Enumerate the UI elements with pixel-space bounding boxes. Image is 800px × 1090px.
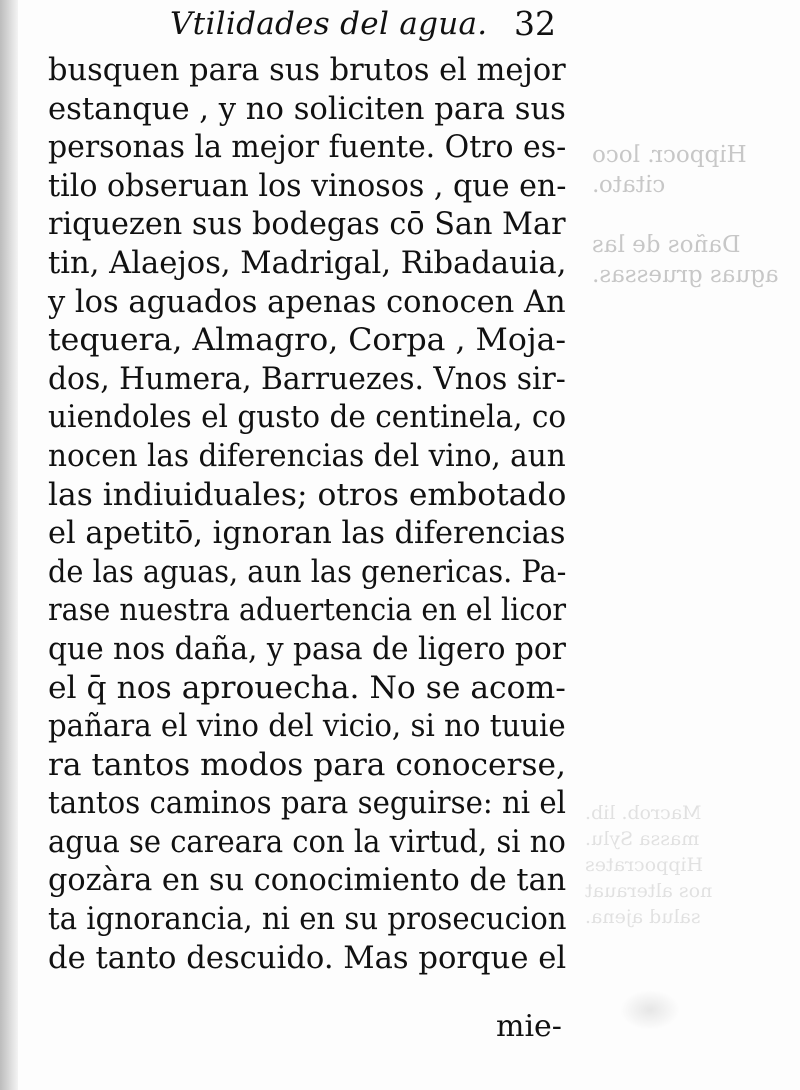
show-through-note: massa Sylu. bbox=[585, 828, 700, 850]
show-through-note: salud ajena. bbox=[585, 906, 701, 928]
text-line: ra tantos modos para conocerse, bbox=[48, 747, 566, 783]
text-line: tin, Alaejos, Madrigal, Ribadauia, bbox=[48, 245, 567, 281]
body-text bbox=[48, 52, 573, 978]
show-through-note: nos alterauat bbox=[585, 880, 713, 902]
text-line: agua se careara con la virtud, si no bbox=[48, 824, 566, 860]
text-line: ta ignorancia, ni en su prosecucion bbox=[48, 902, 567, 938]
text-line: tequera, Almagro, Corpa , Moja- bbox=[48, 323, 567, 359]
text-line: pañara el vino del vicio, si no tuuie bbox=[48, 709, 566, 745]
text-line: personas la mejor fuente. Otro es- bbox=[48, 130, 567, 166]
page-header bbox=[170, 6, 570, 46]
show-through-note: aguas gruessas. bbox=[592, 262, 779, 288]
text-line: las indiuiduales; otros embotado bbox=[48, 477, 567, 513]
text-line: dos, Humera, Barruezes. Vnos sir- bbox=[48, 361, 566, 397]
page-number: 32 bbox=[514, 4, 556, 43]
show-through-note: citato. bbox=[592, 172, 666, 198]
note-spacer bbox=[592, 200, 792, 230]
text-line: tantos caminos para seguirse: ni el bbox=[48, 786, 567, 822]
show-through-note: Hippocr. loco bbox=[592, 142, 747, 168]
show-through-note: Daños de las bbox=[592, 232, 741, 258]
text-line: el q̄ nos aprouecha. No se acom- bbox=[48, 670, 566, 706]
text-line: el apetitō, ignoran las diferencias bbox=[48, 516, 566, 552]
show-through-lower-notes bbox=[585, 800, 765, 930]
text-line: de tanto descuido. Mas porque el bbox=[48, 940, 567, 976]
show-through-note: Hippocrates bbox=[585, 854, 704, 876]
text-line: de las aguas, aun las genericas. Pa- bbox=[48, 554, 567, 590]
catchword: mie- bbox=[496, 1009, 562, 1044]
text-line: busquen para sus brutos el mejor bbox=[48, 53, 566, 88]
text-line: nocen las diferencias del vino, aun bbox=[48, 438, 566, 474]
text-line: y los aguados apenas conocen An bbox=[48, 284, 566, 320]
text-line: riquezen sus bodegas cō San Mar bbox=[48, 207, 566, 243]
show-through-note: Macrob. lib. bbox=[585, 802, 702, 824]
text-line: estanque , y no soliciten para sus bbox=[48, 91, 566, 127]
text-line: rase nuestra aduertencia en el licor bbox=[48, 593, 567, 629]
paper-smudge bbox=[620, 990, 680, 1030]
page-gutter-shadow bbox=[0, 0, 18, 1090]
show-through-margin-notes bbox=[592, 140, 792, 290]
running-title: Vtilidades del agua. bbox=[170, 6, 488, 42]
text-line: gozàra en su conocimiento de tan bbox=[48, 863, 567, 899]
text-line: que nos daña, y pasa de ligero por bbox=[48, 631, 566, 667]
text-line: uiendoles el gusto de centinela, co bbox=[48, 400, 567, 436]
text-line: tilo obseruan los vinosos , que en- bbox=[48, 168, 567, 204]
